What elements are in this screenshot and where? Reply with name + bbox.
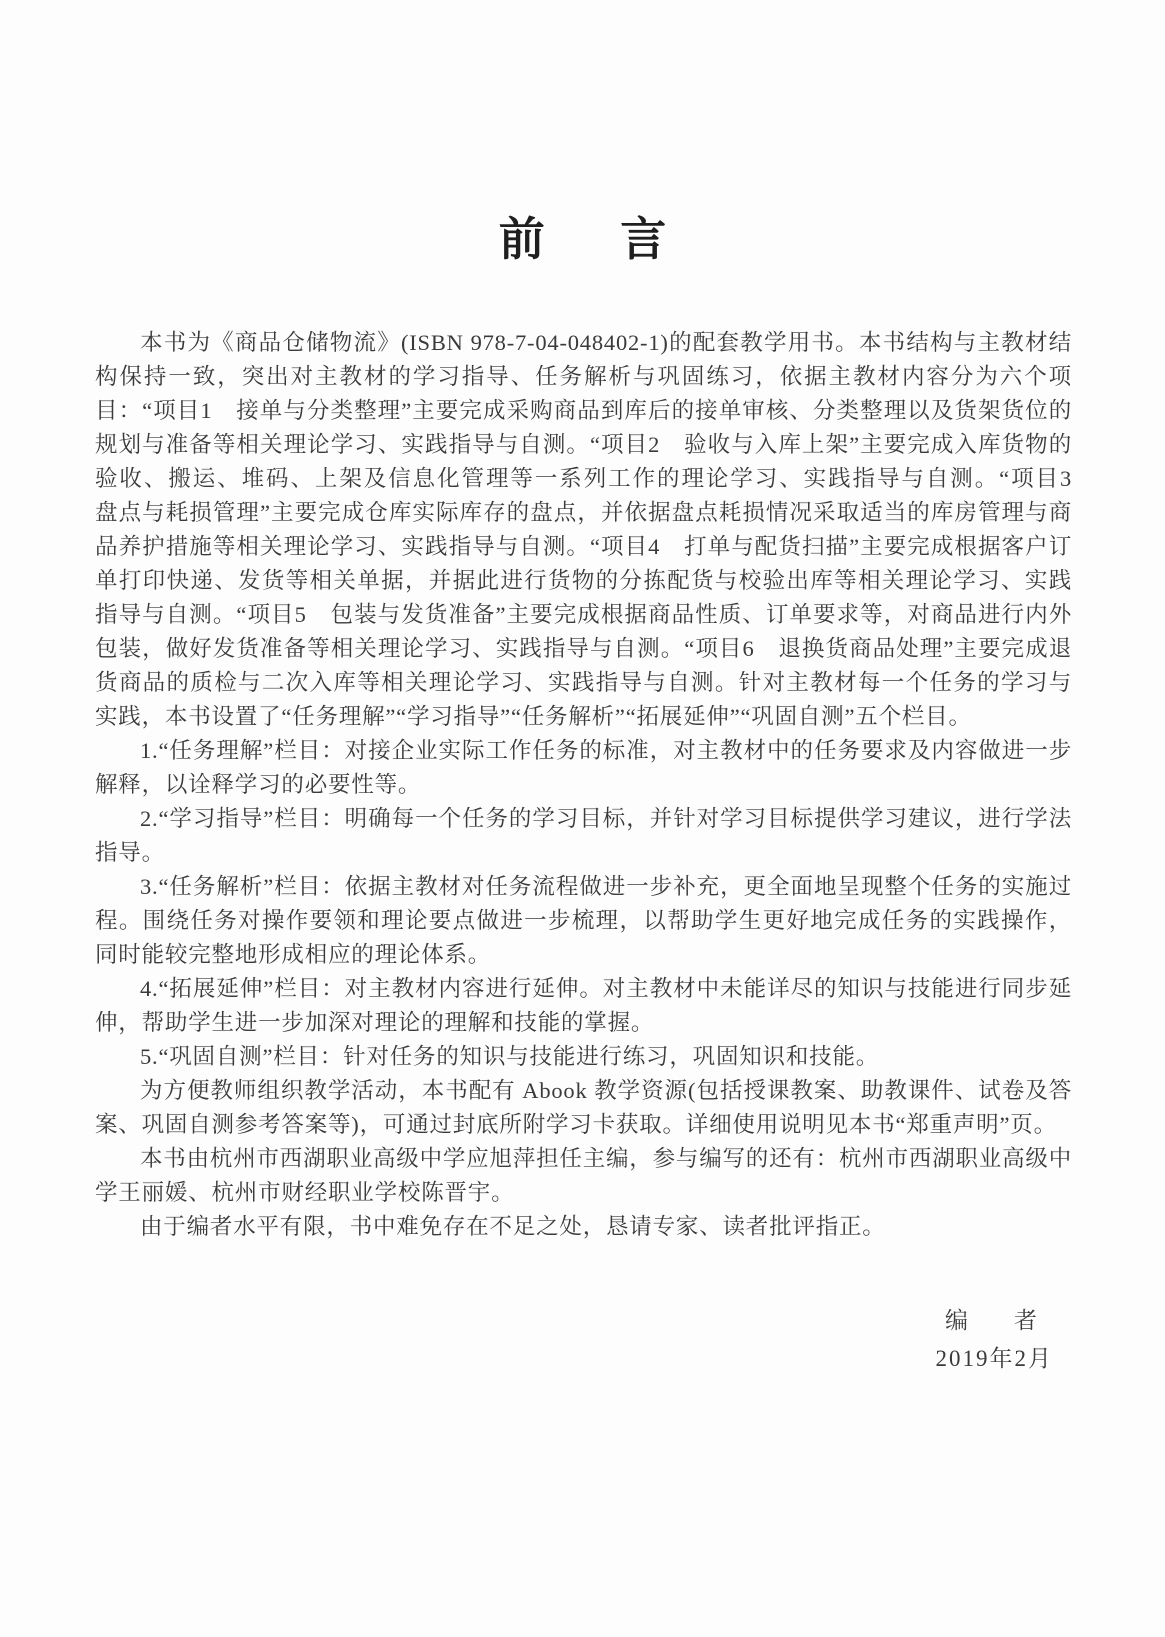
- preface-paragraph-closing: 由于编者水平有限，书中难免存在不足之处，恳请专家、读者批评指正。: [140, 1214, 886, 1239]
- preface-paragraph-item-2: 2.“学习指导”栏目：明确每一个任务的学习目标，并针对学习目标提供学习建议，进行学法指导。: [95, 806, 1072, 865]
- preface-paragraph-item-4: 4.“拓展延伸”栏目：对主教材内容进行延伸。对主教材中未能详尽的知识与技能进行同步延伸，帮助学生进一步加深对理论的理解和技能的掌握。: [95, 976, 1072, 1035]
- signature-date: 2019年2月: [935, 1346, 1053, 1371]
- preface-paragraph-item-5: 5.“巩固自测”栏目：针对任务的知识与技能进行练习，巩固知识和技能。: [140, 1044, 880, 1069]
- preface-paragraph-item-1: 1.“任务理解”栏目：对接企业实际工作任务的标准，对主教材中的任务要求及内容做进一步解释，以诠释学习的必要性等。: [95, 738, 1072, 797]
- page-title: 前 言: [498, 214, 681, 265]
- preface-paragraph-resources: 为方便教师组织教学活动，本书配有 Abook 教学资源(包括授课教案、助教课件、试卷及答案、巩固自测参考答案等)，可通过封底所附学习卡获取。详细使用说明见本书“郑重声明”页。: [95, 1078, 1072, 1137]
- preface-paragraph-item-3: 3.“任务解析”栏目：依据主教材对任务流程做进一步补充，更全面地呈现整个任务的实施过程。围绕任务对操作要领和理论要点做进一步梳理，以帮助学生更好地完成任务的实践操作，同时能较完整地形成相应的理论体系。: [95, 874, 1072, 967]
- preface-body: [0, 326, 1165, 1244]
- preface-paragraph-intro: 本书为《商品仓储物流》(ISBN 978-7-04-048402-1)的配套教学用书。本书结构与主教材结构保持一致，突出对主教材的学习指导、任务解析与巩固练习，依据主教材内容分为六个项目：“项目1 接单与分类整理”主要完成采购商品到库后的接单审核、分类整理以及货架货位的规划与准备等相关理论学习、实践指导与自测。“项目2 验收与入库上架”主要完成入库货物的验收、搬运、堆码、上架及信息化管理等一系列工作的理论学习、实践指导与自测。“项目3 盘点与耗损管理”主要完成仓库实际库存的盘点，并依据盘点耗损情况采取适当的库房管理与商品养护措施等相关理论学习、实践指导与自测。“项目4 打单与配货扫描”主要完成根据客户订单打印快递、发货等相关单据，并据此进行货物的分拣配货与校验出库等相关理论学习、实践指导与自测。“项目5 包装与发货准备”主要完成根据商品性质、订单要求等，对商品进行内外包装，做好发货准备等相关理论学习、实践指导与自测。“项目6 退换货商品处理”主要完成退货商品的质检与二次入库等相关理论学习、实践指导与自测。针对主教材每一个任务的学习与实践，本书设置了“任务理解”“学习指导”“任务解析”“拓展延伸”“巩固自测”五个栏目。: [95, 330, 1096, 729]
- preface-paragraph-editors: 本书由杭州市西湖职业高级中学应旭萍担任主编，参与编写的还有：杭州市西湖职业高级中学王丽媛、杭州市财经职业学校陈晋宇。: [95, 1146, 1073, 1205]
- signature-block: [0, 1306, 1165, 1374]
- signature-editor: 编 者: [945, 1308, 1037, 1333]
